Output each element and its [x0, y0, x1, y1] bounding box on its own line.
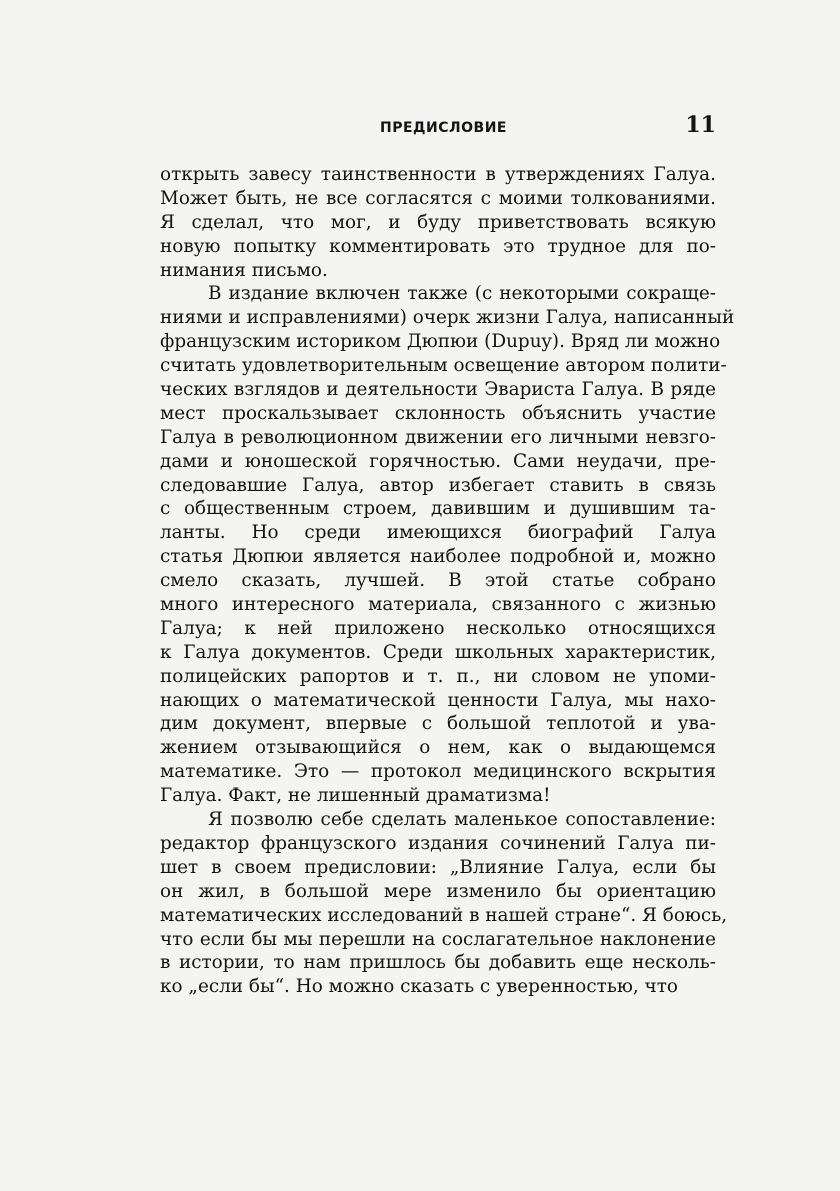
- paragraph: [160, 282, 735, 808]
- text-line: нающих о математической ценности Галуа, мы нахо-: [160, 689, 716, 711]
- text-line: в истории, то нам пришлось бы добавить еще несколь-: [160, 952, 716, 974]
- text-line: математике. Это — протокол медицинского вскрытия: [160, 761, 716, 783]
- text-line: статья Дюпюи является наиболее подробной и, можно: [160, 546, 716, 568]
- text-line: много интересного материала, связанного с жизнью: [160, 594, 716, 616]
- text-line: Я позволю себе сделать маленькое сопоставление:: [208, 809, 716, 831]
- page-header: [160, 112, 716, 146]
- text-line: смело сказать, лучшей. В этой статье собрано: [160, 570, 716, 592]
- text-line: жением отзывающийся о нем, как о выдающемся: [160, 737, 716, 759]
- text-line: считать удовлетворительным освещение автором полити-: [160, 355, 727, 377]
- text-line: математических исследований в нашей стране“. Я боюсь,: [160, 904, 728, 926]
- text-line: ниями и исправлениями) очерк жизни Галуа, написанный: [160, 307, 735, 329]
- text-line: Галуа. Факт, не лишенный драматизма!: [160, 785, 551, 807]
- text-line: дами и юношеской горячностью. Сами неудачи, пре-: [160, 450, 716, 472]
- text-line: Я сделал, что мог, и буду приветствовать всякую: [160, 211, 716, 233]
- running-head: ПРЕДИСЛОВИЕ: [380, 120, 507, 136]
- paragraph: [160, 808, 728, 999]
- text-line: ческих взглядов и деятельности Эвариста Галуа. В ряде: [160, 379, 716, 401]
- text-line: Галуа в революционном движении его личными невзго-: [160, 426, 716, 448]
- text-line: к Галуа документов. Среди школьных характеристик,: [160, 641, 716, 663]
- text-line: дим документ, впервые с большой теплотой и ува-: [160, 713, 716, 735]
- text-line: В издание включен также (с некоторыми сокраще-: [208, 283, 716, 305]
- text-line: нимания письмо.: [160, 259, 328, 281]
- body-text: [160, 163, 735, 999]
- text-line: мест проскальзывает склонность объяснить участие: [160, 402, 716, 424]
- text-line: шет в своем предисловии: „Влияние Галуа, если бы: [160, 856, 716, 878]
- text-line: Может быть, не все согласятся с моими толкованиями.: [160, 187, 716, 209]
- text-line: ланты. Но среди имеющихся биографий Галуа: [160, 522, 716, 544]
- text-line: новую попытку комментировать это трудное для по-: [160, 235, 716, 257]
- text-line: с общественным строем, давившим и душившим та-: [160, 498, 716, 520]
- page-number: 11: [685, 112, 716, 138]
- paragraph: [160, 163, 716, 282]
- text-line: открыть завесу таинственности в утверждениях Галуа.: [160, 164, 716, 185]
- text-line: полицейских рапортов и т. п., ни словом не упоми-: [160, 665, 716, 687]
- text-line: Галуа; к ней приложено несколько относящихся: [160, 617, 716, 639]
- text-line: следовавшие Галуа, автор избегает ставить в связь: [160, 474, 716, 496]
- text-line: французским историком Дюпюи (Dupuy). Вряд ли можно: [160, 331, 721, 353]
- text-line: что если бы мы перешли на сослагательное наклонение: [160, 928, 716, 950]
- text-line: редактор французского издания сочинений Галуа пи-: [160, 832, 716, 854]
- text-line: ко „если бы“. Но можно сказать с уверенностью, что: [160, 976, 678, 998]
- text-line: он жил, в большой мере изменило бы ориентацию: [160, 880, 716, 902]
